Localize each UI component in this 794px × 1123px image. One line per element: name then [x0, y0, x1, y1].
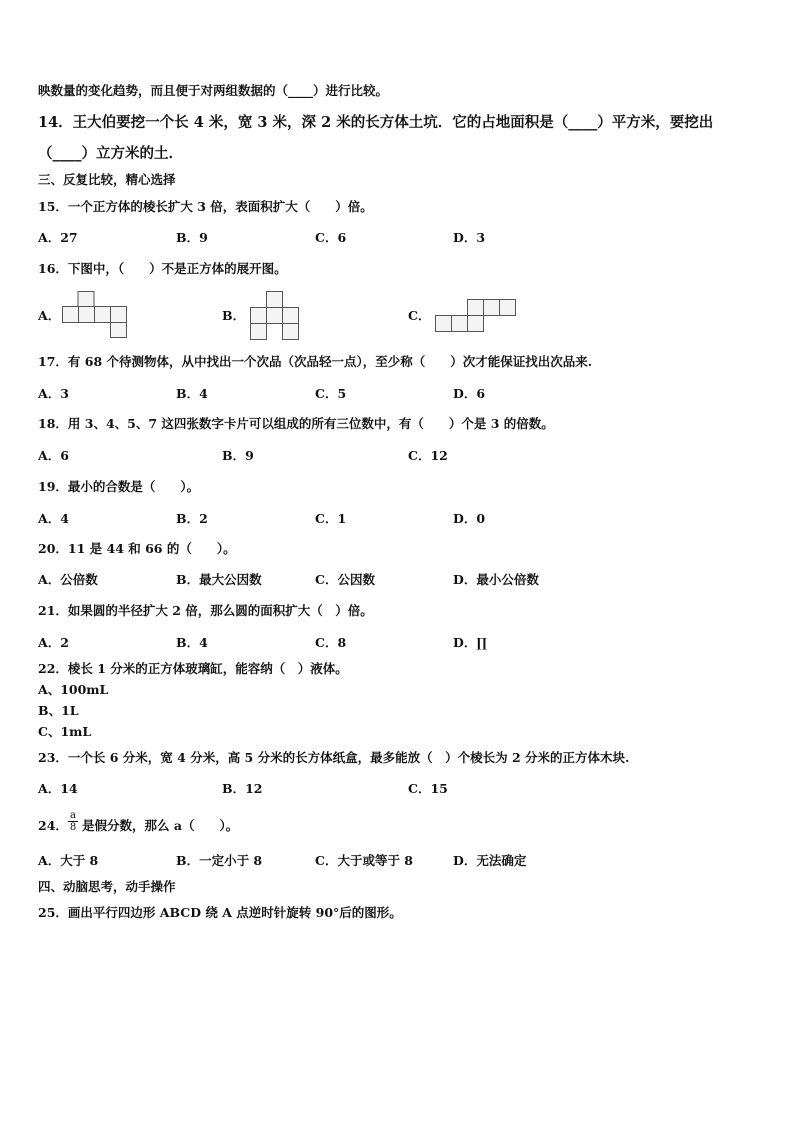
option-15-a: A．27: [38, 230, 78, 245]
option-21-b: B．4: [176, 635, 208, 650]
section-4-heading: 四、动脑思考，动手操作: [38, 879, 176, 894]
question-25: 25．画出平行四边形 ABCD 绕 A 点逆时针旋转 90°后的图形。: [38, 905, 402, 920]
option-22-c: C、1mL: [38, 724, 92, 739]
option-15-b: B．9: [176, 230, 208, 245]
option-19-d: D．0: [453, 511, 486, 526]
question-21: 21．如果圆的半径扩大 2 倍，那么圆的面积扩大（ ）倍。: [38, 603, 373, 618]
option-24-c: C．大于或等于 8: [315, 853, 413, 868]
option-16-c: C．: [408, 308, 431, 323]
option-16-b: B．: [222, 308, 246, 323]
option-21-c: C．8: [315, 635, 347, 650]
option-20-c: C．公因数: [315, 572, 375, 587]
option-24-a: A．大于 8: [38, 853, 99, 868]
question-22: 22．棱长 1 分米的正方体玻璃缸，能容纳（ ）液体。: [38, 661, 348, 676]
fraction-denominator: 8: [69, 822, 77, 833]
option-22-b: B、1L: [38, 703, 79, 718]
line-continuation: 映数量的变化趋势，而且便于对两组数据的（____）进行比较。: [38, 83, 389, 98]
option-15-d: D．3: [453, 230, 486, 245]
question-18: 18．用 3、4、5、7 这四张数字卡片可以组成的所有三位数中，有（ ）个是 3 的倍数。: [38, 416, 554, 431]
option-15-c: C．6: [315, 230, 347, 245]
option-19-b: B．2: [176, 511, 208, 526]
fraction-numerator: a: [70, 810, 76, 821]
option-18-a: A．6: [38, 448, 69, 463]
option-18-c: C．12: [408, 448, 448, 463]
option-20-a: A．公倍数: [38, 572, 98, 587]
option-23-b: B．12: [222, 781, 263, 796]
question-15: 15．一个正方体的棱长扩大 3 倍，表面积扩大（ ）倍。: [38, 199, 373, 214]
option-17-b: B．4: [176, 386, 208, 401]
question-17: 17．有 68 个待测物体，从中找出一个次品（次品轻一点），至少称（ ）次才能保证找出次品来.: [38, 354, 593, 369]
option-22-a: A、100mL: [38, 682, 109, 697]
option-19-a: A．4: [38, 511, 69, 526]
option-21-d: D．∏: [453, 635, 487, 650]
question-20: 20．11 是 44 和 66 的（ ）。: [38, 541, 236, 556]
option-24-d: D．无法确定: [453, 853, 527, 868]
question-24-number: 24．: [38, 818, 68, 833]
option-20-b: B．最大公因数: [176, 572, 262, 587]
option-20-d: D．最小公倍数: [453, 572, 539, 587]
option-21-a: A．2: [38, 635, 69, 650]
question-14-line2: （____）立方米的土．: [38, 145, 183, 162]
option-23-c: C．15: [408, 781, 448, 796]
cube-net-a-figure: [62, 291, 128, 339]
section-3-heading: 三、反复比较，精心选择: [38, 172, 176, 187]
option-17-c: C．5: [315, 386, 347, 401]
question-16: 16．下图中，（ ）不是正方体的展开图。: [38, 261, 287, 276]
option-23-a: A．14: [38, 781, 78, 796]
question-23: 23．一个长 6 分米，宽 4 分米，高 5 分米的长方体纸盒，最多能放（ ）个棱长为 2 分米的正方体木块.: [38, 750, 630, 765]
question-19: 19．最小的合数是（ ）。: [38, 479, 200, 494]
option-19-c: C．1: [315, 511, 347, 526]
option-24-b: B．一定小于 8: [176, 853, 263, 868]
option-17-a: A．3: [38, 386, 69, 401]
option-17-d: D．6: [453, 386, 486, 401]
fraction-a-over-8: [66, 810, 80, 833]
question-24-text: 是假分数，那么 a（ ）。: [82, 818, 239, 833]
option-18-b: B．9: [222, 448, 254, 463]
cube-net-c-figure: [435, 299, 517, 333]
option-16-a: A．: [38, 308, 61, 323]
cube-net-b-figure: [250, 291, 302, 341]
question-14-line1: 14．王大伯要挖一个长 4 米，宽 3 米，深 2 米的长方体土坑．它的占地面积是（____）平方米，要挖出: [38, 114, 714, 131]
